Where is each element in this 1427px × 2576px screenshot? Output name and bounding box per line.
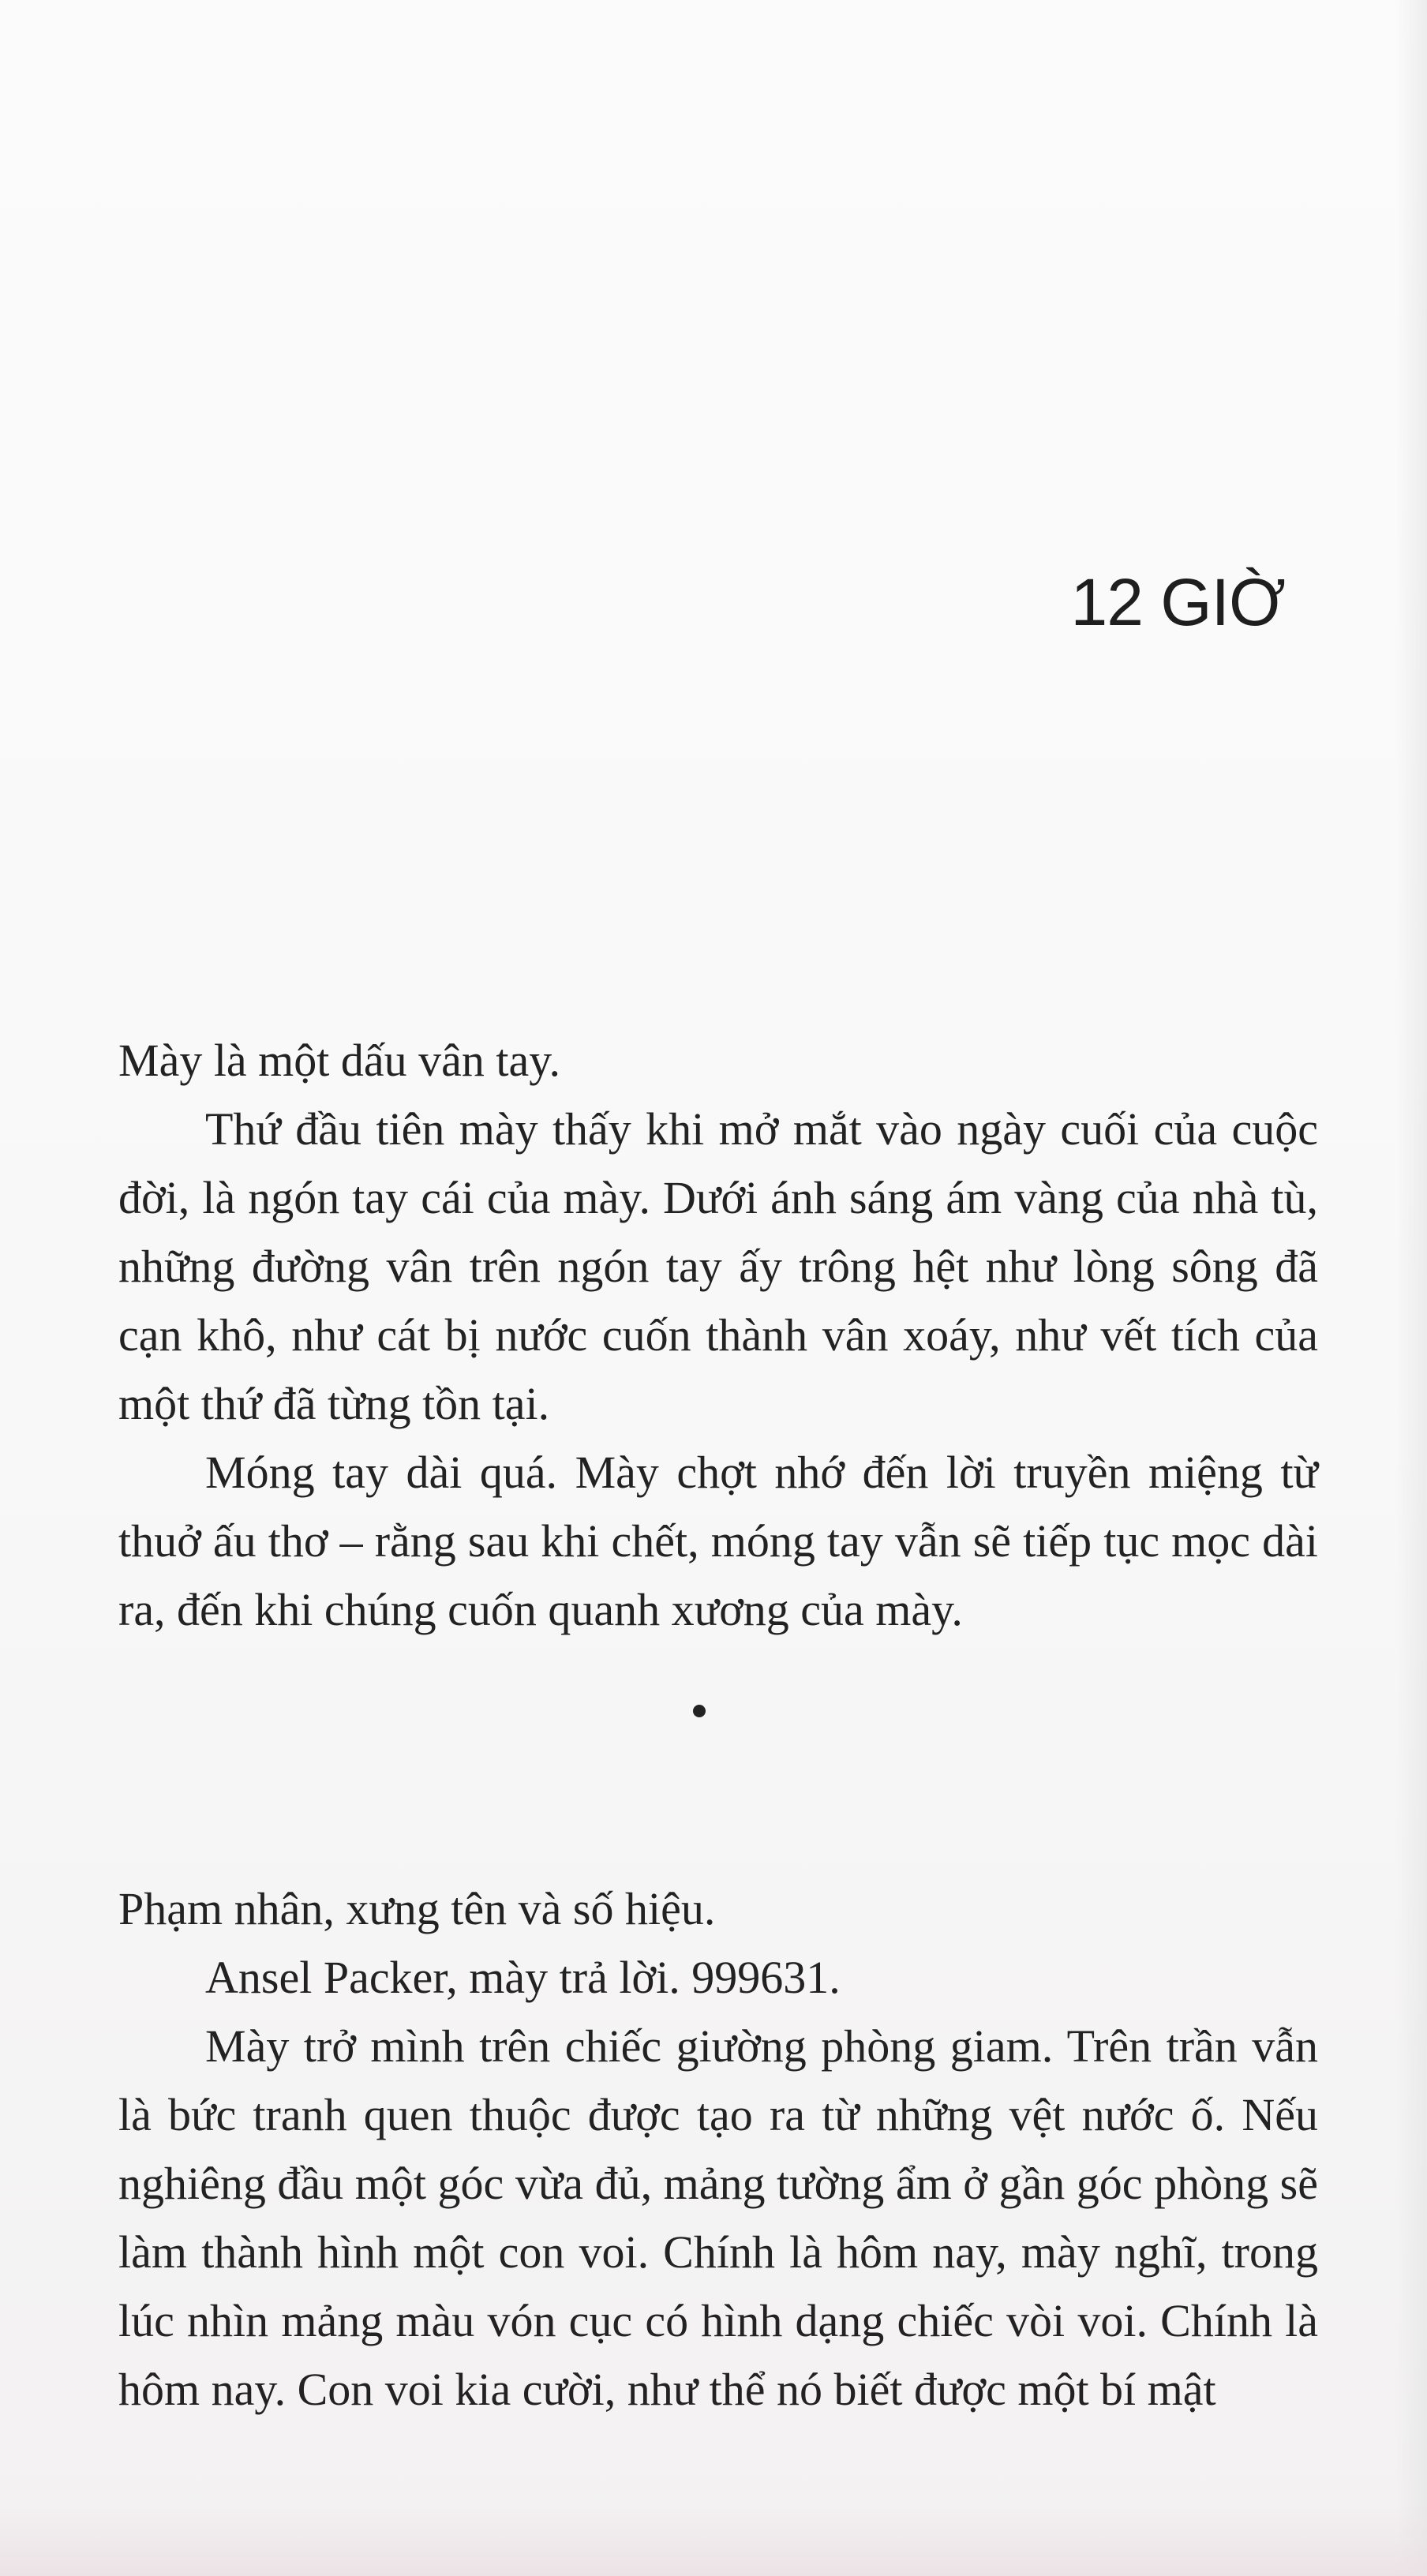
section-2-text (118, 1874, 1318, 2424)
section-1-text (118, 1026, 1318, 1644)
section-separator-dot (693, 1705, 706, 1717)
page-bottom-tint (0, 2505, 1427, 2576)
paragraph-nails: Móng tay dài quá. Mày chợt nhớ đến lời truyền miệng từ thuở ấu thơ – rằng sau khi chết, móng tay vẫn sẽ tiếp tục mọc dài ra, đến khi chúng cuốn quanh xương của mày. (118, 1447, 1318, 1635)
paragraph-thumb: Thứ đầu tiên mày thấy khi mở mắt vào ngày cuối của cuộc đời, là ngón tay cái của mày. Dưới ánh sáng ám vàng của nhà tù, những đường vân trên ngón tay ấy trông hệt như lòng sông đã cạn khô, như cát bị nước cuốn thành vân xoáy, như vết tích của một thứ đã từng tồn tại. (118, 1103, 1318, 1429)
paragraph-prisoner-answer: Ansel Packer, mày trả lời. 999631. (205, 1952, 841, 2003)
paragraph-opening-line: Mày là một dấu vân tay. (118, 1035, 560, 1086)
page-edge-shadow (1395, 0, 1427, 2576)
paragraph-prisoner-question: Phạm nhân, xưng tên và số hiệu. (118, 1883, 716, 1934)
chapter-title: 12 GIỜ (1070, 565, 1285, 639)
paragraph-ceiling-elephant: Mày trở mình trên chiếc giường phòng giam. Trên trần vẫn là bức tranh quen thuộc được tạo ra từ những vệt nước ố. Nếu nghiêng đầu một góc vừa đủ, mảng tường ẩm ở gần góc phòng sẽ làm thành hình một con voi. Chính là hôm nay, mày nghĩ, trong lúc nhìn mảng màu vón cục có hình dạng chiếc vòi voi. Chính là hôm nay. Con voi kia cười, như thể nó biết được một bí mật (118, 2020, 1318, 2415)
